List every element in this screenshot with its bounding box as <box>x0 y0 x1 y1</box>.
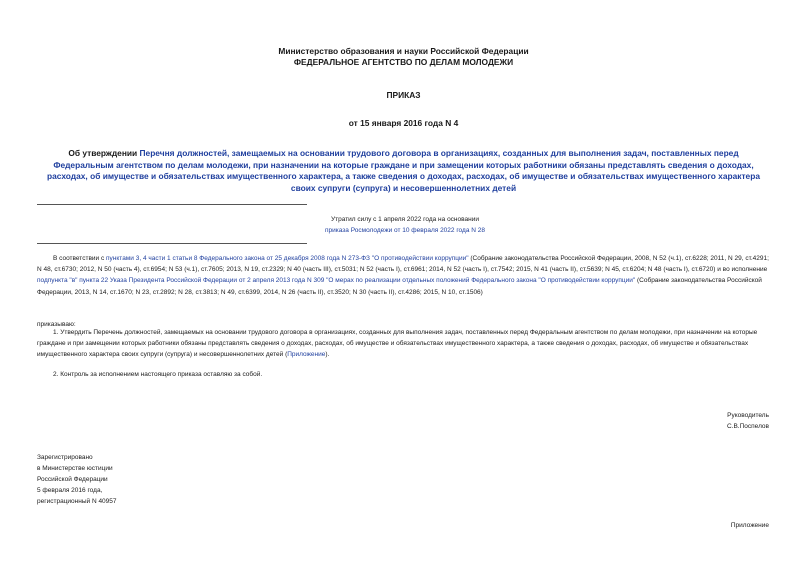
divider-top <box>37 204 307 205</box>
signatory-name: С.В.Поспелов <box>726 423 769 430</box>
registration-line: Зарегистрировано <box>37 454 93 461</box>
registration-block <box>37 452 117 507</box>
agency-name: ФЕДЕРАЛЬНОЕ АГЕНТСТВО ПО ДЕЛАМ МОЛОДЕЖИ <box>293 57 514 67</box>
registration-line: Российской Федерации <box>37 476 108 483</box>
subject-prefix: Об утверждении <box>68 148 140 158</box>
signatory-position: Руководитель <box>727 412 769 419</box>
lapsed-order-link[interactable]: приказа Росмолодежи от 10 февраля 2022 года N 28 <box>325 227 485 234</box>
lapsed-text: Утратил силу с 1 апреля 2022 года на основании <box>331 216 479 223</box>
ordered-statement: приказываю: <box>37 321 76 328</box>
document-type: ПРИКАЗ <box>386 90 421 100</box>
basis-text-3: (Собрание законодательства Российской Федерации, 2013, N 14, ст.1670; N 23, ст.2892; N 28, ст.3813; N 49, ст.6399, 2014, N 26 (часть II), ст.3520; N 30 (часть II), ст.4286; 2015, N 10, ст.1506) <box>37 277 762 296</box>
registration-number: регистрационный N 40957 <box>37 498 117 505</box>
item-1 <box>37 327 769 361</box>
presidential-decree-link[interactable]: подпункта "в" пункта 22 Указа Президента Российской Федерации от 2 апреля 2013 года N 309 "О мерах по реализации отдельных положений Федерального закона "О противодействии коррупции" <box>37 277 636 285</box>
annex-link[interactable]: Приложение <box>287 351 326 359</box>
item-1-end: ). <box>325 351 330 359</box>
basis-paragraph <box>37 253 769 298</box>
signature-block <box>727 410 769 432</box>
divider-bottom <box>37 243 307 244</box>
annex-label: Приложение <box>730 522 769 529</box>
federal-law-link[interactable]: пунктами 3, 4 части 1 статьи 8 Федерального закона от 25 декабря 2008 года N 273-ФЗ "О противодействии коррупции" <box>106 255 469 262</box>
ministry-name: Министерство образования и науки Российской Федерации <box>278 46 529 56</box>
basis-text-2: (Собрание законодательства Российской Федерации, 2008, N 52 (ч.1), ст.6228; 2011, N 29, ст.4291; N 48, ст.6730; 2012, N 50 (часть 4), ст.6954; N 53 (ч.1), ст.7605; 2013, N 19, ст.2329; N 40 (часть III), ст.5031; N 52 (часть I), ст.6961; 2014, N 52 (часть I), ст.7542; 2015, N 41 (часть II), ст.5639; N 45, ст.6204; N 48 (часть I), ст.6720) и во исполнение <box>37 255 769 274</box>
document-date: от 15 января 2016 года N 4 <box>348 118 459 128</box>
document-subject <box>46 148 761 194</box>
item-2: 2. Контроль за исполнением настоящего приказа оставляю за собой. <box>53 371 263 378</box>
basis-text-1: В соответствии с <box>53 255 107 262</box>
subject-link[interactable]: Перечня должностей, замещаемых на основании трудового договора в организациях, созданных для выполнения задач, поставленных перед Федеральным агентством по делам молодежи, при назначении на которые граждане и при замещении которых работники обязаны представлять сведения о доходах, расходах, об имуществе и обязательствах имущественного характера, а также сведения о доходах, расходах, об имуществе и обязательствах имущественного характера своих супруги (супруга) и несовершеннолетних детей <box>47 148 760 193</box>
lapsed-notice <box>310 214 500 236</box>
document-header <box>0 46 807 68</box>
item-1-text: 1. Утвердить Перечень должностей, замещаемых на основании трудового договора в организациях, созданных для выполнения задач, поставленных перед Федеральным агентством по делам молодежи, при назначении на которые граждане и при замещении которых работники обязаны представлять сведения о доходах, расходах, об имуществе и обязательствах имущественного характера, а также сведения о доходах, расходах, об имуществе и обязательствах имущественного характера своих супруги (супруга) и несовершеннолетних детей ( <box>37 329 758 359</box>
registration-date: 5 февраля 2016 года, <box>37 487 103 494</box>
registration-line: в Министерстве юстиции <box>37 465 113 472</box>
